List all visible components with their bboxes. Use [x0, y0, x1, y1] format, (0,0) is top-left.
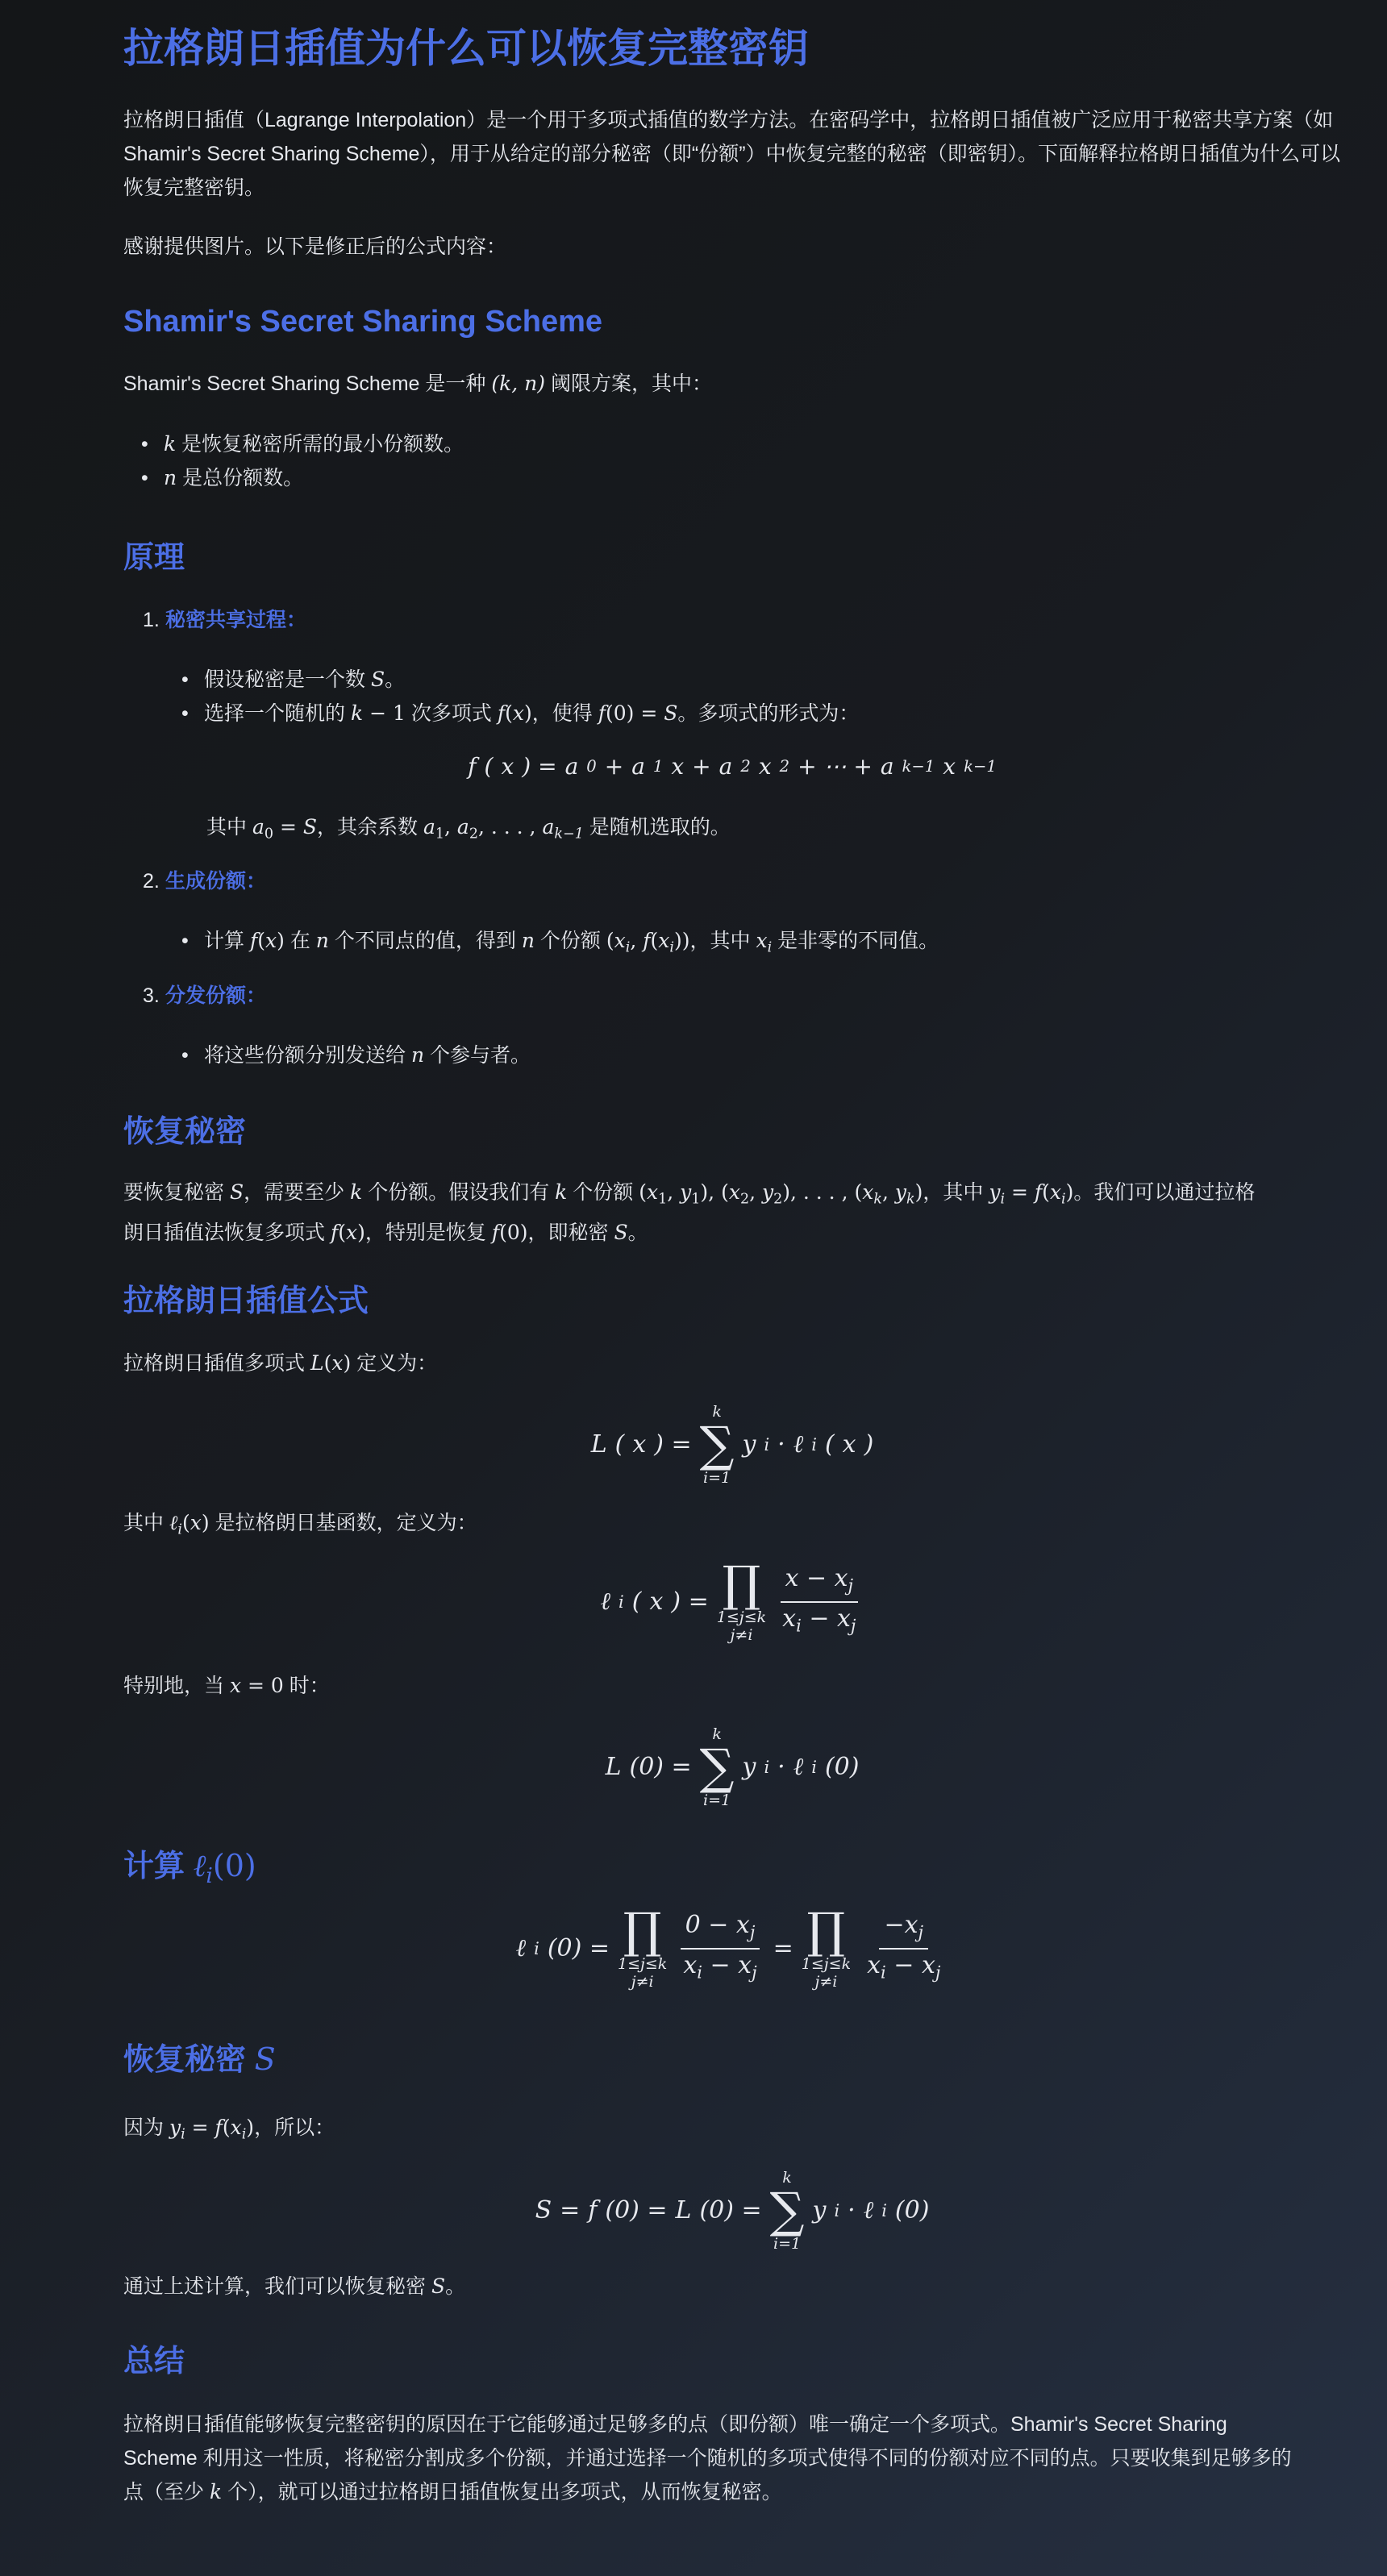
text: 是非零的不同值。 [777, 930, 939, 952]
math-n: n [315, 929, 329, 952]
text: 。多项式的形式为： [677, 702, 860, 725]
list-item [164, 697, 859, 730]
text: 朗日插值法恢复多项式 [123, 1221, 326, 1245]
bullet-text: 是恢复秘密所需的最小份额数。 [181, 433, 464, 456]
math-k: k [164, 432, 177, 456]
basis-at-zero-formula: ℓ i (0) = ∏ 1≤j≤k j≠i $\frac{0 - x_j}{x_i - x_j}$ = ∏ 1≤j≤k j≠i $\frac{-x_j}{x_i - x_j}$ [515, 1903, 941, 1991]
text: 。 [627, 1221, 648, 1245]
step-title: 分发份额： [165, 984, 267, 1007]
text: ，需要至少 [244, 1181, 345, 1204]
step-number: 2. [143, 870, 160, 893]
list-item [164, 663, 859, 697]
text: 。 [385, 668, 406, 691]
math-coefficients: $a_1$, $a_2$, . . . , $a_{k-1}$ [423, 815, 584, 843]
text: ，即秘密 [527, 1221, 609, 1245]
math-S: S [370, 668, 385, 691]
basis-intro [123, 1506, 477, 1546]
lagrange-heading: 拉格朗日插值公式 [123, 1284, 369, 1318]
math-k-minus-1: k − 1 [350, 701, 406, 725]
polynomial-formula: f ( x ) = a 0 + a 1 x + a 2 x 2 + ⋯ + a k−1 x k−1 [468, 753, 997, 780]
math-xi: $x_i$ [756, 929, 773, 956]
recover-secret-heading: 恢复秘密 S [123, 2041, 276, 2077]
lagrange-sum-formula: L ( x ) = k ∑ i=1 y i · ℓ i ( x ) [590, 1403, 874, 1487]
sss-heading: Shamir's Secret Sharing Scheme [123, 305, 603, 339]
list-item [123, 461, 464, 495]
sss-desc-b: 阈限方案，其中： [550, 372, 712, 395]
text: Scheme 利用这一性质，将秘密分割成多个份额，并通过选择一个随机的多项式使得不同的份额对应不同的点。只要收集到足够多的 [123, 2447, 1292, 2470]
text: 个份额。假设我们有 [368, 1181, 550, 1204]
math-a0-equals-S: $a_0 = S$ [252, 815, 317, 843]
bullet-text: 是总份额数。 [182, 467, 304, 489]
text: 个参与者。 [430, 1044, 531, 1067]
lagrange-at-zero-formula: L (0) = k ∑ i=1 y i · ℓ i (0) [605, 1725, 860, 1809]
text: 因为 [123, 2116, 165, 2139]
because-line [123, 2111, 335, 2151]
math-fx: f(x) [249, 929, 285, 952]
text: 通过上述计算，我们可以恢复秘密 [123, 2275, 427, 2298]
step-title: 秘密共享过程： [165, 609, 307, 631]
step-title: 生成份额： [165, 870, 267, 893]
text: ，其中 [689, 930, 751, 952]
math-share-list: ($x_1$, $y_1$), ($x_2$, $y_2$), . . . , ($x_k$, $y_k$) [639, 1180, 923, 1208]
math-k: k [555, 1180, 568, 1204]
secret-recovery-formula: S = f (0) = L (0) = k ∑ i=1 y i · ℓ i (0) [535, 2169, 930, 2253]
recover-heading: 恢复秘密 [123, 1115, 247, 1149]
recover-paragraph [123, 1176, 1341, 1250]
recovery-conclusion [123, 2270, 465, 2303]
list-item [164, 1038, 531, 1072]
summary-heading: 总结 [123, 2345, 185, 2378]
text: 选择一个随机的 [204, 702, 346, 725]
math-S: S [431, 2274, 446, 2298]
intro-paragraph: 拉格朗日插值（Lagrange Interpolation）是一个用于多项式插值的数学方法。在密码学中，拉格朗日插值被广泛应用于秘密共享方案（如 Shamir's Secret Sharing Scheme），用于从给定的部分秘密（即“份额”）中恢复完整的秘密（即密钥）。下面解释拉格朗日插值为什么可以恢复完整密钥。 [123, 109, 1341, 199]
step-1-bullets [164, 663, 859, 730]
text: 个），就可以通过拉格朗日插值恢复出多项式，从而恢复秘密。 [227, 2481, 782, 2503]
text: 是随机选取的。 [589, 816, 731, 839]
math-S: S [229, 1180, 244, 1204]
coefficients-note [206, 810, 731, 851]
math-yi-equals-fxi: $y_i = f(x_i)$ [169, 2116, 255, 2143]
text: 定义为： [356, 1352, 438, 1375]
thanks-note: 感谢提供图片。以下是修正后的公式内容： [123, 235, 507, 258]
text: ，特别是恢复 [364, 1221, 486, 1245]
sss-bullet-list [123, 427, 464, 495]
text: 个不同点的值，得到 [334, 930, 516, 952]
text: 拉格朗日插值能够恢复完整密钥的原因在于它能够通过足够多的点（即份额）唯一确定一个多项式。Shamir's Secret Sharing [123, 2413, 1227, 2436]
compute-heading: 计算 ℓ$_i$(0) [123, 1848, 256, 1888]
text: 时： [289, 1675, 330, 1697]
math-k: k [350, 1180, 363, 1204]
text: 特别地，当 [123, 1675, 225, 1697]
lagrange-definition [123, 1346, 437, 1380]
text: 是拉格朗日基函数，定义为： [215, 1512, 477, 1534]
principle-heading: 原理 [123, 541, 185, 575]
text: 点（至少 [123, 2481, 205, 2503]
step-3-bullets [164, 1038, 531, 1072]
text: ，使得 [531, 702, 593, 725]
math-n: n [410, 1043, 425, 1067]
sss-desc-a: Shamir's Secret Sharing Scheme 是一种 [123, 372, 486, 395]
threshold-math: (k, n) [491, 372, 545, 395]
sss-description [123, 367, 712, 401]
text: 。我们可以通过拉格 [1073, 1181, 1256, 1204]
math-li-x: ℓ$_i$(x) [169, 1511, 210, 1538]
math-k: k [209, 2480, 223, 2503]
text: 次多项式 [410, 702, 492, 725]
text: 。 [445, 2275, 466, 2298]
math-S: S [614, 1221, 628, 1245]
text: 其中 [123, 1512, 165, 1534]
math-f0-equals-S: f(0) = S [598, 701, 678, 725]
math-yi-equals-fxi: $y_i = f(x_i)$ [989, 1180, 1074, 1208]
text: 其中 [206, 816, 248, 839]
step-2-bullets [164, 924, 939, 964]
text: 将这些份额分别发送给 [204, 1044, 406, 1067]
page-title: 拉格朗日插值为什么可以恢复完整密钥 [123, 26, 809, 71]
math-x-equals-0: x = 0 [229, 1674, 284, 1697]
text: 计算 [123, 1850, 185, 1883]
math-n: n [164, 466, 177, 489]
text: 恢复秘密 [123, 2043, 247, 2077]
math-fx: f(x) [497, 701, 532, 725]
text: ，其中 [923, 1181, 984, 1204]
text: ，其余系数 [317, 816, 419, 839]
summary-paragraph [123, 2407, 1341, 2509]
text: 在 [289, 930, 310, 952]
math-fx: f(x) [330, 1221, 365, 1245]
text: 假设秘密是一个数 [204, 668, 366, 691]
text: 个份额 [573, 1181, 634, 1204]
list-item [164, 924, 939, 964]
text: ，所以： [254, 2116, 335, 2139]
math-Lx: L(x) [310, 1351, 352, 1375]
step-number: 3. [143, 984, 160, 1007]
math-n: n [521, 929, 535, 952]
math-share-pair: ($x_i$, $f(x_i)$) [606, 929, 690, 956]
text: 要恢复秘密 [123, 1181, 225, 1204]
list-item [123, 427, 464, 461]
special-case-intro [123, 1669, 330, 1703]
math-f0: f(0) [491, 1221, 528, 1245]
text: 计算 [204, 930, 245, 952]
text: 个份额 [539, 930, 601, 952]
text: 拉格朗日插值多项式 [123, 1352, 306, 1375]
basis-function-formula: ℓ i ( x ) = ∏ 1≤j≤k j≠i $\frac{x - x_j}{x_i - x_j}$ [123, 1560, 1341, 1644]
step-number: 1. [143, 609, 160, 631]
